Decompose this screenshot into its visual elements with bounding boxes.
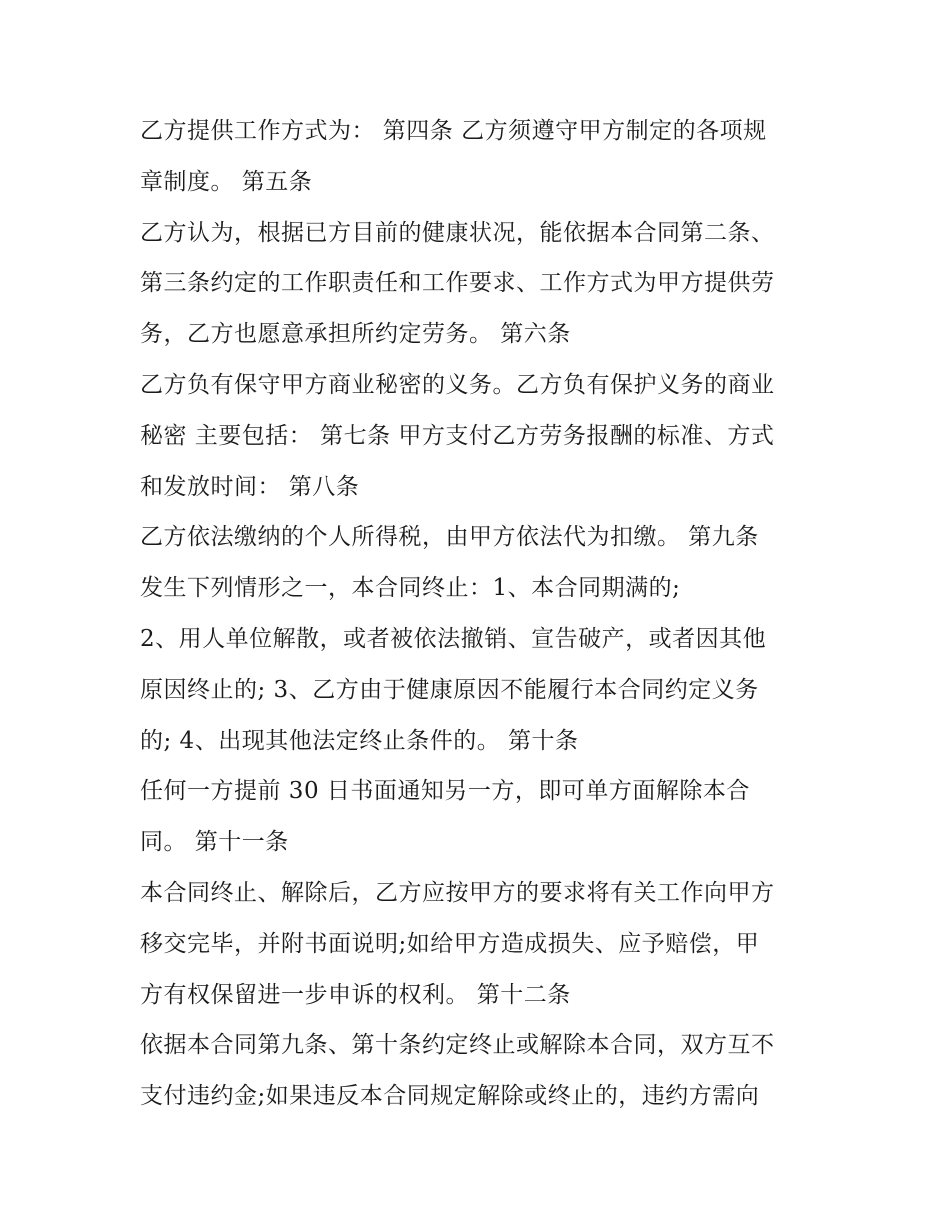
text-line: 乙方认为，根据已方目前的健康状况，能依据本合同第二条、 [140, 219, 775, 246]
text-line: 任何一方提前 30 日书面通知另一方，即可单方面解除本合 [140, 778, 750, 805]
text-line: 同。 第十一条 [140, 829, 289, 856]
contract-body-text [140, 106, 840, 1122]
text-line: 乙方依法缴纳的个人所得税，由甲方依法代为扣缴。 第九条 [140, 524, 759, 551]
text-line: 移交完毕，并附书面说明;如给甲方造成损失、应予赔偿，甲 [140, 930, 760, 957]
text-line: 乙方提供工作方式为： 第四条 乙方须遵守甲方制定的各项规 [140, 118, 767, 144]
text-line: 依据本合同第九条、第十条约定终止或解除本合同，双方互不 [140, 1032, 775, 1059]
text-line: 乙方负有保守甲方商业秘密的义务。乙方负有保护义务的商业 [140, 371, 775, 398]
text-line: 秘密 主要包括： 第七条 甲方支付乙方劳务报酬的标准、方式 [140, 422, 775, 449]
text-line: 和发放时间： 第八条 [140, 473, 360, 500]
text-line: 发生下列情形之一，本合同终止：1、本合同期满的; [140, 575, 681, 602]
text-line: 2、用人单位解散，或者被依法撤销、宣告破产，或者因其他 [140, 625, 767, 652]
text-line: 的; 4、出现其他法定终止条件的。 第十条 [140, 727, 579, 754]
text-line: 方有权保留进一步申诉的权利。 第十二条 [140, 981, 571, 1008]
text-line: 本合同终止、解除后，乙方应按甲方的要求将有关工作向甲方 [140, 879, 775, 906]
text-line: 支付违约金;如果违反本合同规定解除或终止的，违约方需向 [140, 1083, 760, 1110]
text-line: 务，乙方也愿意承担所约定劳务。 第六条 [140, 321, 571, 348]
text-line: 第三条约定的工作职责任和工作要求、工作方式为甲方提供劳 [140, 270, 775, 297]
text-line: 原因终止的; 3、乙方由于健康原因不能履行本合同约定义务 [140, 676, 759, 703]
text-line: 章制度。 第五条 [140, 168, 313, 195]
